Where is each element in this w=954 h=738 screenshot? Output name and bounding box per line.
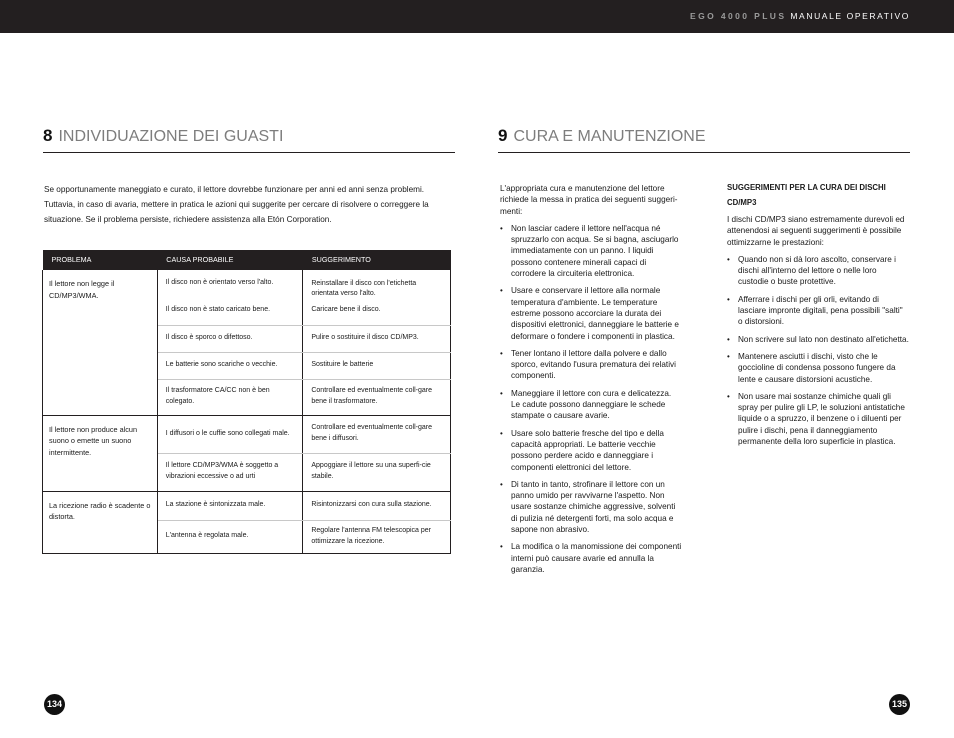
list-item: • Non scrivere sul lato non destinato all'etichetta.	[727, 334, 909, 345]
list-item: • Maneggiare il lettore con cura e delicatezza. Le cadute possono danneggiare le schede stampate o causare avarie.	[500, 388, 682, 422]
suggestion-cell: Appoggiare il lettore su una superfi-cie stabile.	[303, 453, 451, 491]
troubleshooting-intro	[44, 183, 439, 227]
cause-cell: La stazione è sintonizzata male.	[157, 491, 303, 520]
list-item: • Tener lontano il lettore dalla polvere e dallo sporco, evitando l'usura prematura dei relativi componenti.	[500, 348, 682, 382]
section-number: 9	[498, 126, 508, 145]
header-brand	[690, 11, 910, 21]
header-bar	[0, 0, 954, 33]
problem-cell: Il lettore non produce alcun suono o emette un suono intermittente.	[43, 415, 158, 491]
table-row	[43, 270, 451, 297]
section-title: CURA E MANUTENZIONE	[513, 128, 706, 145]
problem-cell: La ricezione radio è scadente o distorta.	[43, 491, 158, 553]
intro-line: situazione. Se il problema persiste, richiedere assistenza alla Etón Corporation.	[44, 214, 332, 224]
suggestion-cell: Controllare ed eventualmente coll-gare bene il trasformatore.	[303, 379, 451, 415]
page-number-right: 135	[889, 694, 910, 715]
suggestion-cell: Regolare l'antenna FM telescopica per ottimizzare la ricezione.	[303, 520, 451, 553]
suggestion-text: Reinstallare il disco con l'etichetta orientata verso l'alto.	[311, 279, 417, 298]
cause-cell: Il disco non è stato caricato bene.	[157, 297, 303, 325]
list-item: • Afferrare i dischi per gli orli, evitando di lasciare impronte digitali, pena possibili "salti" o distorsioni.	[727, 294, 909, 328]
suggestion-cell	[303, 270, 451, 325]
cause-cell: Il lettore CD/MP3/WMA è soggetto a vibrazioni eccessive o ad urti	[157, 453, 303, 491]
disc-care-list	[727, 254, 909, 447]
table-row	[43, 415, 451, 453]
manual-label: MANUALE OPERATIVO	[790, 11, 910, 21]
section-heading-maintenance	[498, 126, 910, 153]
table-header-row	[43, 250, 451, 270]
cause-cell: Il trasformatore CA/CC non è ben colegato.	[157, 379, 303, 415]
suggestion-cell: Pulire o sostituire il disco CD/MP3.	[303, 325, 451, 352]
disc-care-column	[727, 181, 909, 453]
header-problem: PROBLEMA	[43, 250, 158, 270]
product-model: EGO 4000 PLUS	[690, 11, 787, 21]
table-row	[43, 491, 451, 520]
intro-line: Se opportunamente maneggiato e curato, il lettore dovrebbe funzionare per anni ed anni senza problemi.	[44, 185, 425, 194]
section-title: INDIVIDUAZIONE DEI GUASTI	[58, 128, 284, 145]
disc-care-intro: I dischi CD/MP3 siano estremamente durevoli ed attenendosi ai seguenti suggerimenti è possibile ottimizzarne le prestazioni:	[727, 215, 905, 247]
cause-cell: Il disco non è orientato verso l'alto.	[157, 270, 303, 297]
maintenance-column	[500, 183, 682, 581]
suggestion-cell: Risintonizzarsi con cura sulla stazione.	[303, 491, 451, 520]
header-cause: CAUSA PROBABILE	[157, 250, 303, 270]
maintenance-list	[500, 223, 682, 575]
list-item: • Non lasciar cadere il lettore nell'acqua né spruzzarlo con acqua. Se si bagna, asciugarlo immediatamente con un panno. I liquidi possono contenere minerali capaci di corrodere la circuiteria elettronica.	[500, 223, 682, 279]
header-suggestion: SUGGERIMENTO	[303, 250, 451, 270]
cause-cell: Le batterie sono scariche o vecchie.	[157, 352, 303, 379]
list-item: • Quando non si dà loro ascolto, conservare i dischi all'interno del lettore o nelle loro custodie o buste protettive.	[727, 254, 909, 288]
list-item: • Mantenere asciutti i dischi, visto che le goccioline di condensa possono fungere da lente e causare distorsioni acustiche.	[727, 351, 909, 385]
intro-line: Tuttavia, in caso di avaria, mettere in pratica le azioni qui suggerite per cercare di risolvere o correggere la	[44, 199, 429, 209]
section-heading-troubleshooting	[43, 126, 455, 153]
problem-cell: Il lettore non legge il CD/MP3/WMA.	[43, 270, 158, 415]
list-item: • Di tanto in tanto, strofinare il lettore con un panno umido per ravvivarne l'aspetto. Non usare sostanze chimiche aggressive, solventi di pulizia né detergenti forti, ma solo acqua e sapone non abrasivo.	[500, 479, 682, 535]
list-item: • Usare e conservare il lettore alla normale temperatura d'ambiente. Le temperature estreme possono accorciare la durata dei dispositivi elettronici, danneggiare le batterie e deformare o fondere i componenti in plastica.	[500, 285, 682, 341]
cause-cell: Il disco è sporco o difettoso.	[157, 325, 303, 352]
suggestion-text: Caricare bene il disco.	[311, 306, 381, 314]
cause-cell: I diffusori o le cuffie sono collegati male.	[157, 415, 303, 453]
cause-cell: L'antenna è regolata male.	[157, 520, 303, 553]
list-item: • Non usare mai sostanze chimiche quali gli spray per pulire gli LP, le soluzioni antistatiche liquide o a spruzzo, il benzene o i diluenti per pulire i dischi, pena il danneggiamento permanente della loro superficie in plastica.	[727, 391, 909, 447]
troubleshooting-table	[42, 250, 451, 554]
page-number-left: 134	[44, 694, 65, 715]
list-item: • La modifica o la manomissione dei componenti interni può causare avarie ed annulla la garanzia.	[500, 541, 682, 575]
disc-care-title: SUGGERIMENTI PER LA CURA DEI DISCHI CD/MP3	[727, 183, 886, 207]
suggestion-cell: Controllare ed eventualmente coll-gare bene i diffusori.	[303, 415, 451, 453]
maintenance-intro: L'appropriata cura e manutenzione del lettore richiede la messa in pratica dei seguenti suggeri-menti:	[500, 184, 678, 216]
section-number: 8	[43, 126, 53, 145]
list-item: • Usare solo batterie fresche del tipo e della capacità appropriati. Le batterie vecchie possono perdere acido e danneggiare i componenti elettronici del lettore.	[500, 428, 682, 473]
suggestion-cell: Sostituire le batterie	[303, 352, 451, 379]
